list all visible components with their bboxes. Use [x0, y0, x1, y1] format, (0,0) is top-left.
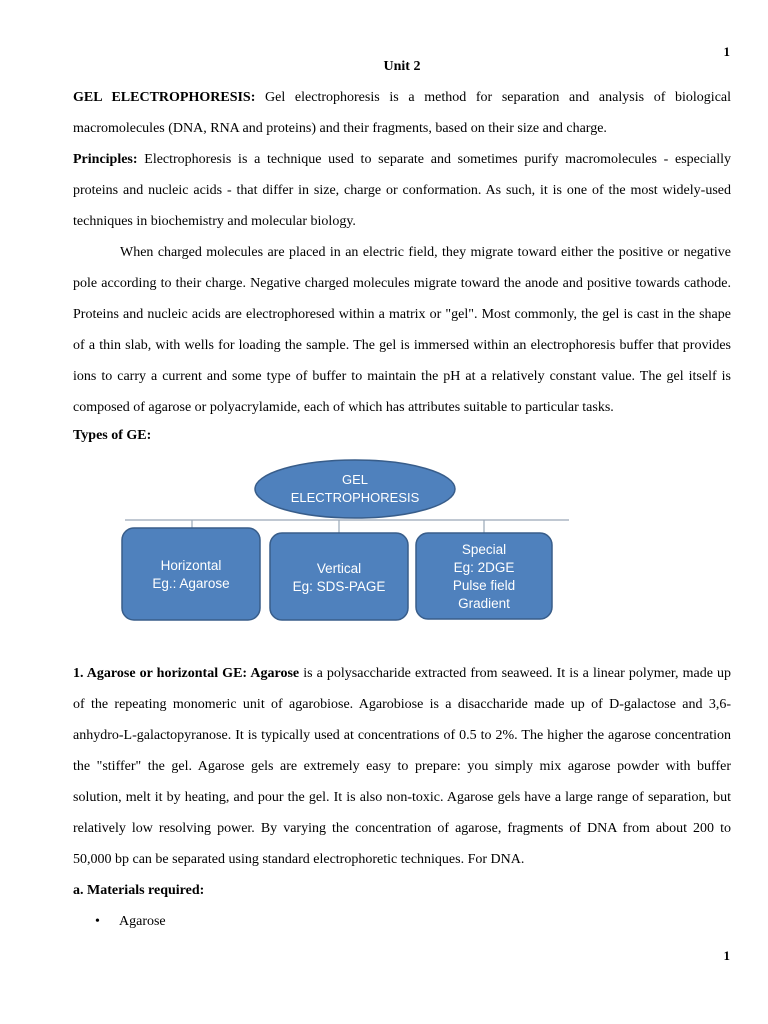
root-ellipse	[255, 460, 455, 518]
type-boxes	[122, 528, 552, 620]
type-box-vertical	[270, 533, 408, 620]
types-heading: Types of GE:	[73, 428, 152, 443]
type-box-label: Pulse field	[452, 578, 516, 593]
principles-term: Principles:	[73, 152, 138, 167]
type-box-label: Vertical	[316, 561, 362, 576]
bullet-icon: •	[95, 914, 100, 929]
agarose-paragraph	[73, 658, 731, 875]
agarose-term: 1. Agarose or horizontal GE: Agarose	[73, 666, 300, 681]
type-box-shape	[270, 533, 408, 620]
list-item	[73, 906, 731, 937]
materials-list	[73, 906, 731, 937]
root-node	[255, 460, 455, 518]
agarose-text: is a polysaccharide extracted from seaweed. It is a linear polymer, made up of the repeating monomeric unit of agarobiose. Agarobiose is a disaccharide made up of D-galactose and 3,6-anhydro-L-galactopyranose. It is typically used at concentrations of 0.5 to 2%. The higher the agarose concentration the "stiffer" the gel. Agarose gels are extremely easy to prepare: you simply mix agarose powder with buffer solution, melt it by heating, and pour the gel. It is also non-toxic. Agarose gels have a large range of separation, but relatively low resolving power. By varying the concentration of agarose, fragments of DNA from about 200 to 50,000 bp can be separated using standard electrophoretic techniques. For DNA.	[73, 666, 731, 867]
intro-term: GEL ELECTROPHORESIS:	[73, 90, 256, 105]
type-box-label: Eg: 2DGE	[453, 560, 515, 575]
root-label-line2: ELECTROPHORESIS	[290, 490, 420, 505]
type-box-label: Gradient	[458, 596, 510, 611]
types-section	[73, 420, 731, 451]
principles-paragraph	[73, 144, 731, 237]
type-box-label: Horizontal	[160, 558, 222, 573]
materials-heading: a. Materials required:	[73, 883, 205, 898]
page-number-top: 1	[723, 44, 730, 59]
intro-paragraph	[73, 82, 731, 144]
unit-title: Unit 2	[383, 59, 421, 74]
page-number-bottom: 1	[723, 948, 730, 963]
root-label-line1: GEL	[341, 472, 369, 487]
intro-text: Gel electrophoresis is a method for separation and analysis of biological macromolecules (DNA, RNA and proteins) and their fragments, based on their size and charge.	[73, 90, 732, 136]
intro-section	[73, 82, 731, 423]
type-box-shape	[122, 528, 260, 620]
type-box-label: Eg: SDS-PAGE	[292, 579, 386, 594]
principles-text: Electrophoresis is a technique used to separate and sometimes purify macromolecules - especially proteins and nucleic acids - that differ in size, charge or conformation. As such, it is one of the most widely-used techniques in biochemistry and molecular biology.	[73, 152, 731, 229]
gel-electrophoresis-types-diagram	[119, 457, 571, 623]
type-box-label: Eg.: Agarose	[152, 576, 230, 591]
charged-molecules-paragraph: When charged molecules are placed in an electric field, they migrate toward either the positive or negative pole according to their charge. Negative charged molecules migrate toward the anode and positive towards cathode. Proteins and nucleic acids are electrophoresed within a matrix or "gel". Most commonly, the gel is cast in the shape of a thin slab, with wells for loading the sample. The gel is immersed within an electrophoresis buffer that provides ions to carry a current and some type of buffer to maintain the pH at a relatively constant value. The gel itself is composed of agarose or polyacrylamide, each of which has attributes suitable to particular tasks.	[73, 245, 731, 415]
type-box-special	[416, 533, 552, 619]
agarose-section	[73, 658, 731, 937]
type-box-horizontal	[122, 528, 260, 620]
material-label: Agarose	[119, 914, 166, 929]
type-box-label: Special	[461, 542, 507, 557]
